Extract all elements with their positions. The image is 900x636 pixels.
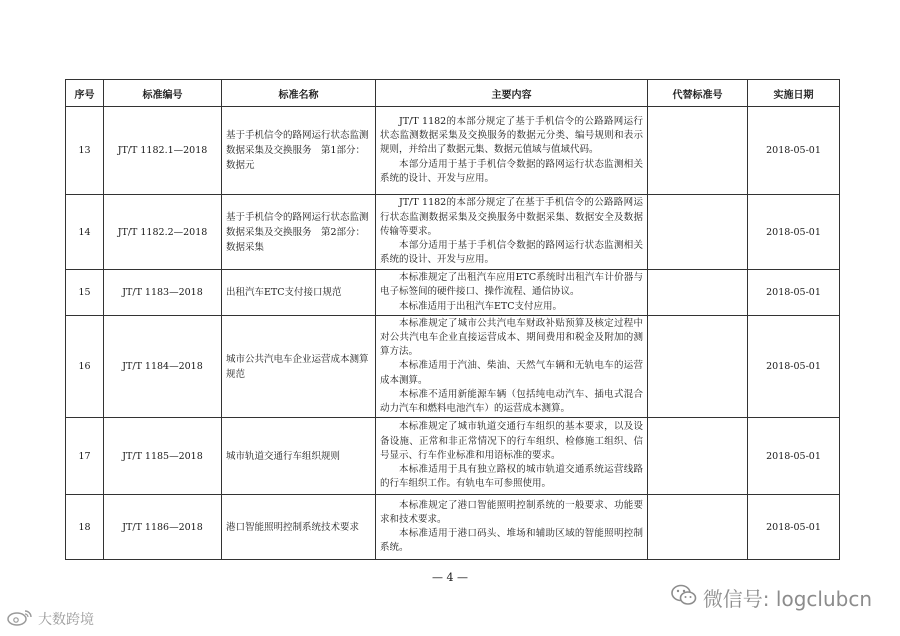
brand-watermark-text: 大数跨境 <box>38 611 94 628</box>
header-name: 标准名称 <box>222 80 376 107</box>
header-number: 标准编号 <box>104 80 222 107</box>
cell-number: JT/T 1185—2018 <box>104 418 222 495</box>
cell-replaced <box>648 270 748 316</box>
page-number: — 4 — <box>432 571 468 584</box>
cell-replaced <box>648 316 748 418</box>
content-paragraph: 本标准适用于汽油、柴油、天然气车辆和无轨电车的运营成本测算。 <box>380 360 643 386</box>
cell-seq: 13 <box>66 107 104 195</box>
content-paragraph: 本部分适用于基于手机信令数据的路网运行状态监测相关系统的设计、开发与应用。 <box>380 158 643 184</box>
table-row <box>66 270 840 316</box>
cell-name: 城市轨道交通行车组织规则 <box>222 418 376 495</box>
wechat-icon <box>671 584 697 611</box>
brand-watermark <box>6 608 94 629</box>
content-paragraph: JT/T 1182的本部分规定了在基于手机信令的公路路网运行状态监测数据采集及交换服务中数据采集、数据安全及数据传输等要求。 <box>380 197 643 237</box>
table-row <box>66 495 840 560</box>
content-paragraph: 本标准不适用新能源车辆（包括纯电动汽车、插电式混合动力汽车和燃料电池汽车）的运营成本测算。 <box>380 388 643 414</box>
cell-number: JT/T 1182.1—2018 <box>104 107 222 195</box>
standards-table <box>65 79 840 560</box>
cell-content <box>376 270 648 316</box>
content-paragraph: JT/T 1182的本部分规定了基于手机信令的公路路网运行状态监测数据采集及交换服务的数据元分类、编号规则和表示规则，并给出了数据元集、数据元值域与值域代码。 <box>380 115 643 156</box>
table-row <box>66 418 840 495</box>
content-paragraph: 本部分适用于基于手机信令数据的路网运行状态监测相关系统的设计、开发与应用。 <box>380 240 643 266</box>
cell-replaced <box>648 495 748 560</box>
table-row <box>66 195 840 270</box>
cell-date: 2018-05-01 <box>748 195 840 270</box>
cell-content <box>376 495 648 560</box>
cell-number: JT/T 1183—2018 <box>104 270 222 316</box>
cell-name: 港口智能照明控制系统技术要求 <box>222 495 376 560</box>
cell-date: 2018-05-01 <box>748 270 840 316</box>
cell-content <box>376 107 648 195</box>
cell-content <box>376 418 648 495</box>
cell-seq: 18 <box>66 495 104 560</box>
cell-number: JT/T 1186—2018 <box>104 495 222 560</box>
content-paragraph: 本标准规定了城市公共汽电车财政补贴预算及核定过程中对公共汽电车企业直接运营成本、期间费用和税金及附加的测算方法。 <box>380 317 643 358</box>
header-content: 主要内容 <box>376 80 648 107</box>
cell-name: 基于手机信令的路网运行状态监测数据采集及交换服务 第1部分：数据元 <box>222 107 376 195</box>
cell-name: 出租汽车ETC支付接口规范 <box>222 270 376 316</box>
cell-seq: 16 <box>66 316 104 418</box>
table-header-row <box>66 80 840 107</box>
cell-seq: 17 <box>66 418 104 495</box>
cell-replaced <box>648 107 748 195</box>
cell-name: 基于手机信令的路网运行状态监测数据采集及交换服务 第2部分：数据采集 <box>222 195 376 270</box>
cell-number: JT/T 1182.2—2018 <box>104 195 222 270</box>
cell-seq: 14 <box>66 195 104 270</box>
cell-number: JT/T 1184—2018 <box>104 316 222 418</box>
header-date: 实施日期 <box>748 80 840 107</box>
content-paragraph: 本标准规定了港口智能照明控制系统的一般要求、功能要求和技术要求。 <box>380 499 643 525</box>
header-replaced: 代替标准号 <box>648 80 748 107</box>
cell-date: 2018-05-01 <box>748 418 840 495</box>
cell-replaced <box>648 418 748 495</box>
table-row <box>66 316 840 418</box>
cell-date: 2018-05-01 <box>748 316 840 418</box>
cell-name: 城市公共汽电车企业运营成本测算规范 <box>222 316 376 418</box>
cell-date: 2018-05-01 <box>748 495 840 560</box>
table-row <box>66 107 840 195</box>
weibo-icon <box>6 608 34 629</box>
content-paragraph: 本标准适用于出租汽车ETC支付应用。 <box>399 300 563 312</box>
content-paragraph: 本标准规定了城市轨道交通行车组织的基本要求，以及设备设施、正常和非正常情况下的行车组织、检修施工组织、信号显示、行车作业标准和用语标准的要求。 <box>380 421 643 461</box>
content-paragraph: 本标准适用于具有独立路权的城市轨道交通系统运营线路的行车组织工作。有轨电车可参照使用。 <box>380 464 643 490</box>
header-seq: 序号 <box>66 80 104 107</box>
cell-content <box>376 316 648 418</box>
cell-seq: 15 <box>66 270 104 316</box>
content-paragraph: 本标准适用于港口码头、堆场和辅助区域的智能照明控制系统。 <box>380 528 643 554</box>
wechat-id-text: 微信号: logclubcn <box>702 587 872 611</box>
wechat-watermark <box>671 583 872 612</box>
content-paragraph: 本标准规定了出租汽车应用ETC系统时出租汽车计价器与电子标签间的硬件接口、操作流程、通信协议。 <box>380 272 643 298</box>
cell-content <box>376 195 648 270</box>
cell-replaced <box>648 195 748 270</box>
cell-date: 2018-05-01 <box>748 107 840 195</box>
